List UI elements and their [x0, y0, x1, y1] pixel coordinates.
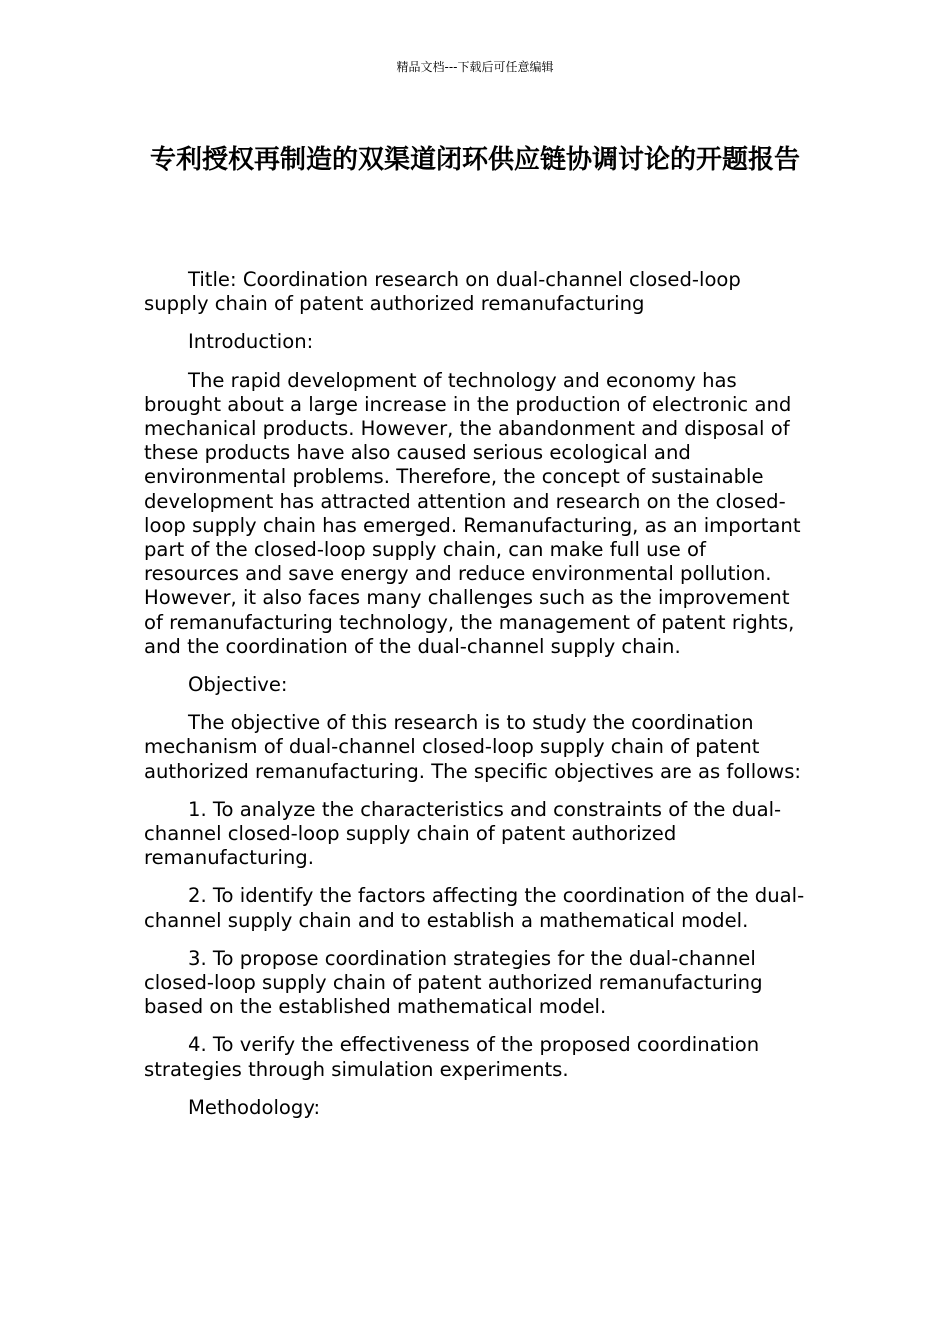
objective-item-2: 2. To identify the factors affecting the coordination of the dual-channel supply chain and to establish a mathematical model.	[144, 884, 805, 932]
section-heading-objective: Objective:	[188, 673, 288, 697]
introduction-paragraph: The rapid development of technology and economy has brought about a large increase in the production of electronic and mechanical products. However, the abandonment and disposal of these products have also caused serious ecological and environmental problems. Therefore, the concept of sustainable development has attracted attention and research on the closed-loop supply chain has emerged. Remanufacturing, as an important part of the closed-loop supply chain, can make full use of resources and save energy and reduce environmental pollution. However, it also faces many challenges such as the improvement of remanufacturing technology, the management of patent rights, and the coordination of the dual-channel supply chain.	[144, 368, 801, 658]
header-note: 精品文档---下载后可任意编辑	[396, 60, 554, 74]
objective-item-1: 1. To analyze the characteristics and constraints of the dual-channel closed-loop supply chain of patent authorized remanufacturing.	[144, 797, 782, 870]
document-title: 专利授权再制造的双渠道闭环供应链协调讨论的开题报告	[149, 145, 800, 175]
section-heading-methodology: Methodology:	[188, 1095, 321, 1119]
objective-paragraph: The objective of this research is to study the coordination mechanism of dual-channel closed-loop supply chain of patent authorized remanufacturing. The specific objectives are as follows:	[144, 711, 802, 783]
section-heading-introduction: Introduction:	[188, 330, 314, 354]
objective-item-4: 4. To verify the effectiveness of the proposed coordination strategies through simulation experiments.	[144, 1033, 760, 1081]
title-paragraph: Title: Coordination research on dual-channel closed-loop supply chain of patent authorized remanufacturing	[144, 268, 741, 316]
objective-item-3: 3. To propose coordination strategies for the dual-channel closed-loop supply chain of patent authorized remanufacturing based on the established mathematical model.	[144, 946, 763, 1019]
document-body	[144, 268, 806, 1134]
